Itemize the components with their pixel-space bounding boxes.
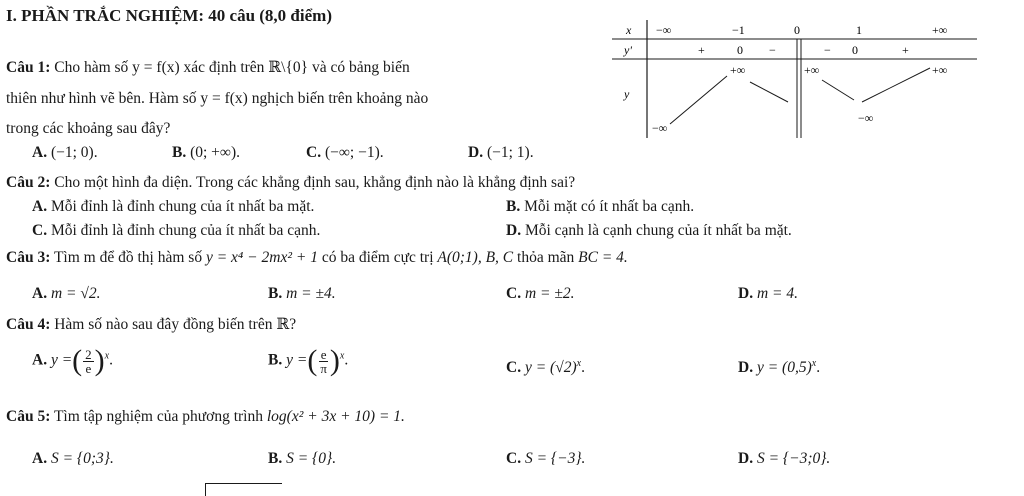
q5-option-d[interactable] [738,450,830,468]
q4-text: Hàm số nào sau đây đồng biến trên ℝ? [54,316,297,333]
q1-option-c[interactable] [306,144,384,162]
option-letter: B. [172,144,187,161]
q5-equation: log(x² + 3x + 10) = 1. [266,408,405,425]
option-text: m = ±2. [524,285,575,302]
vt-sign: + [902,43,909,57]
option-text: (−∞; −1). [324,144,384,161]
option-letter: B. [268,285,283,302]
q3-option-a[interactable] [32,285,101,303]
q4-option-c[interactable]: C. $y = (√2)^x$. [506,358,585,377]
option-letter: C. [506,450,522,467]
option-text: (0; +∞). [190,144,241,161]
q3-function: y = x⁴ − 2mx² + 1 [205,249,318,266]
option-letter: A. [32,285,48,302]
option-letter: D. [738,285,754,302]
q2-option-d[interactable] [506,222,792,240]
q1-option-d[interactable] [468,144,534,162]
q4-option-a[interactable]: A. y =( $\frac{2}{e}$ )$^x$. [32,344,113,377]
q1-option-a[interactable] [32,144,98,162]
q1-text-line2: thiên như hình vẽ bên. Hàm số y = f(x) nghịch biến trên khoảng nào [6,90,429,107]
fraction-denominator: π [320,360,327,376]
option-text: Mỗi mặt có ít nhất ba cạnh. [524,198,695,215]
option-letter: A. [32,450,48,467]
q5-option-a[interactable] [32,450,114,468]
vt-x-value: 0 [794,23,800,37]
vt-y-value: +∞ [932,63,948,77]
q1-line1 [6,58,410,77]
q3-option-b[interactable] [268,285,336,303]
option-letter: D. [738,450,754,467]
option-exponent: x [104,350,110,362]
option-text: m = √2. [50,285,101,302]
option-letter: B. [506,198,521,215]
option-text: (−1; 0). [50,144,98,161]
option-prefix: y = [524,359,547,377]
option-exponent: x [576,358,582,369]
option-letter: C. [32,222,48,239]
option-text: S = {0}. [286,450,337,467]
option-fraction [83,348,94,375]
vt-x-value: +∞ [932,23,948,37]
vt-x-label: x [626,23,632,37]
fraction-numerator: e [320,346,327,362]
option-text: m = 4. [756,285,798,302]
q5-option-c[interactable] [506,450,585,468]
option-letter: C. [306,144,322,161]
fraction-numerator: 2 [85,346,92,362]
q1-text-line3: trong các khoảng sau đây? [6,120,171,137]
vt-arrow-up-1 [670,76,727,124]
option-letter: C. [506,285,522,302]
option-letter: C. [506,359,522,377]
vt-y-value: +∞ [804,63,820,77]
vt-sign: − [769,43,776,57]
vt-sign: − [824,43,831,57]
option-fraction [318,348,329,375]
vt-sign: 0 [852,43,858,57]
q2-text: Cho một hình đa diện. Trong các khẳng định sau, khẳng định nào là khẳng định sai? [54,174,576,191]
vt-y-value: −∞ [652,121,668,135]
variation-table [612,20,977,138]
q2-label: Câu 2: [6,174,51,191]
option-letter: B. [268,351,283,369]
vt-y-value: −∞ [858,111,874,125]
vt-yprime-label: y' [624,43,632,57]
q5-stem [6,408,405,426]
option-letter: B. [268,450,283,467]
option-text: S = {−3;0}. [756,450,831,467]
vt-sign: 0 [737,43,743,57]
q2-stem [6,174,575,192]
q5-label: Câu 5: [6,408,51,425]
option-letter: A. [32,351,48,369]
q5-text: Tìm tập nghiệm của phương trình [53,408,263,425]
vt-y-label: y [624,87,630,101]
q3-points: A(0;1), B, C [437,249,514,266]
option-text: S = {0;3}. [50,450,114,467]
option-exponent: x [811,358,817,369]
fraction-denominator: e [85,360,92,376]
q4-stem [6,315,296,334]
vt-sign: + [698,43,705,57]
option-letter: D. [506,222,522,239]
cropped-table-edge [205,483,282,496]
option-prefix: y = [50,351,73,369]
option-letter: A. [32,144,48,161]
q4-option-d[interactable]: D. $y = (0,5)^x$. [738,358,821,377]
q5-option-b[interactable] [268,450,336,468]
q3-stem [6,249,628,267]
q3-condition: BC = 4. [578,249,628,266]
option-text: m = ±4. [286,285,336,302]
q3-text-b: có ba điểm cực trị [321,249,434,266]
vt-arrow-down-1 [750,82,788,102]
option-text: (−1; 1). [486,144,534,161]
option-text: Mỗi cạnh là cạnh chung của ít nhất ba mặt. [524,222,792,239]
q3-option-c[interactable] [506,285,575,303]
q1-option-b[interactable] [172,144,240,162]
q3-text-c: thỏa mãn [517,249,575,266]
q3-option-d[interactable] [738,285,798,303]
option-letter: D. [468,144,484,161]
option-prefix: y = [756,359,779,377]
q1-label: Câu 1: [6,59,51,76]
q4-label: Câu 4: [6,316,51,333]
section-title: I. PHẦN TRẮC NGHIỆM: 40 câu (8,0 điểm) [6,6,332,25]
vt-x-value: 1 [856,23,862,37]
option-letter: A. [32,198,48,215]
option-prefix: y = [286,351,308,369]
q3-label: Câu 3: [6,249,51,266]
vt-y-value: +∞ [730,63,746,77]
q2-option-c[interactable] [32,222,320,240]
option-text: S = {−3}. [524,450,586,467]
q1-text-line1: Cho hàm số y = f(x) xác định trên ℝ\{0} và có bảng biến [54,59,410,76]
q3-text-a: Tìm m để đồ thị hàm số [53,249,203,266]
q2-option-b[interactable] [506,198,694,216]
option-text: Mỗi đỉnh là đỉnh chung của ít nhất ba mặt. [50,198,315,215]
q2-option-a[interactable] [32,198,314,216]
option-letter: D. [738,359,754,377]
option-text: Mỗi đỉnh là đỉnh chung của ít nhất ba cạnh. [50,222,321,239]
vt-x-value: −1 [732,23,745,37]
vt-arrow-down-2 [822,80,854,100]
option-base: (√2) [550,359,577,377]
option-base: (0,5) [782,359,812,377]
option-exponent: x [339,350,345,362]
vt-arrow-up-2 [862,68,930,102]
q4-option-b[interactable]: B. y =( $\frac{e}{\pi}$ )$^x$. [268,344,349,377]
vt-x-value: −∞ [656,23,672,37]
